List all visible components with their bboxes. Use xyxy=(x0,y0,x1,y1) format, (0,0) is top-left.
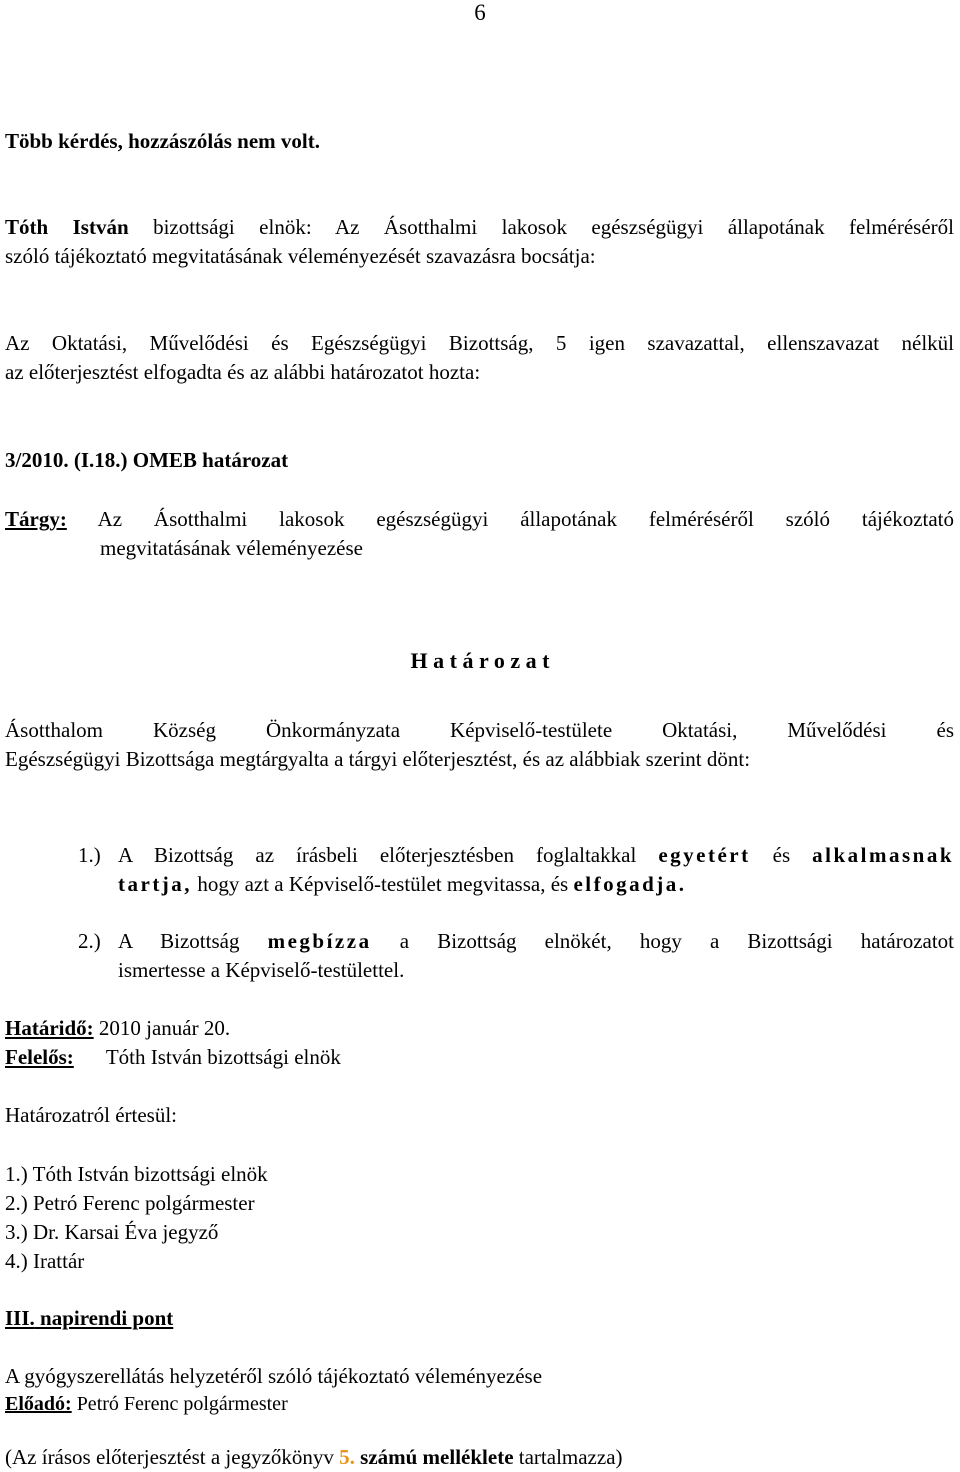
resolution-number: 3/2010. (I.18.) OMEB határozat xyxy=(5,448,289,472)
resolution-heading: H a t á r o z a t xyxy=(410,648,550,673)
item-1-agree: egyetért xyxy=(658,843,751,867)
notify-title: Határozatról értesül: xyxy=(5,1103,177,1127)
item-2-line-1 xyxy=(118,927,954,956)
list-item: 1.) Tóth István bizottsági elnök xyxy=(5,1162,268,1186)
agenda-rest: napirendi pont xyxy=(34,1306,174,1330)
item-1-text-b: és xyxy=(772,843,791,867)
chair-name: Tóth István xyxy=(5,215,129,239)
intro-paragraph xyxy=(5,716,954,774)
list-item: 3.) Dr. Karsai Éva jegyző xyxy=(5,1220,219,1244)
list-item: 4.) Irattár xyxy=(5,1249,85,1273)
deadline-value: 2010 január 20. xyxy=(98,1016,231,1040)
item-2-number: 2.) xyxy=(78,929,101,953)
item-1-holds: tartja, xyxy=(118,872,193,896)
chair-line-2: szóló tájékoztató megvitatásának véleményezését szavazásra bocsátja: xyxy=(5,244,596,268)
subject-line-2: megvitatásának véleményezése xyxy=(100,536,363,560)
subject-block xyxy=(5,505,954,563)
item-2-text-b: a Bizottság elnökét, hogy a Bizottsági határozatot xyxy=(399,929,955,953)
agenda-roman: III. xyxy=(5,1306,35,1330)
item-1-text-a: A Bizottság az írásbeli előterjesztésben foglaltakkal xyxy=(118,843,637,867)
attachment-text-b: számú melléklete xyxy=(354,1445,514,1469)
intro-line-1: Ásotthalom Község Önkormányzata Képviselő-testülete Oktatási, Művelődési és xyxy=(5,718,954,742)
item-2-text-a: A Bizottság xyxy=(118,929,240,953)
attachment-line xyxy=(5,1443,954,1472)
subject-line-1-text: Az Ásotthalmi lakosok egészségügyi állapotának felméréséről szóló tájékoztató xyxy=(97,507,955,531)
responsible-line xyxy=(5,1043,954,1072)
chair-line-1 xyxy=(5,213,954,242)
responsible-value: Tóth István bizottsági elnök xyxy=(105,1045,341,1069)
item-2-text xyxy=(118,927,954,985)
item-1-text xyxy=(118,841,954,899)
page-number: 6 xyxy=(474,0,486,25)
vote-line-2: az előterjesztést elfogadta és az alábbi határozatot hozta: xyxy=(5,360,481,384)
subject-label: Tárgy: xyxy=(5,507,67,531)
vote-line-1: Az Oktatási, Művelődési és Egészségügyi Bizottság, 5 igen szavazattal, ellenszavazat nélkül xyxy=(5,331,954,355)
no-questions-line: Több kérdés, hozzászólás nem volt. xyxy=(5,129,320,153)
presenter-value: Petró Ferenc polgármester xyxy=(76,1393,288,1415)
list-item: 2.) Petró Ferenc polgármester xyxy=(5,1191,255,1215)
item-2-line-2: ismertesse a Képviselő-testülettel. xyxy=(118,958,405,982)
attachment-text-c: tartalmazza) xyxy=(513,1445,623,1469)
item-1-line-1 xyxy=(118,841,954,870)
notify-list xyxy=(5,1160,954,1276)
item-1-accepts: elfogadja. xyxy=(573,872,687,896)
intro-line-2: Egészségügyi Bizottsága megtárgyalta a tárgyi előterjesztést, és az alábbiak szerint dönt: xyxy=(5,747,751,771)
responsible-label: Felelős: xyxy=(5,1045,74,1069)
agenda-heading xyxy=(5,1304,954,1333)
attachment-number: 5. xyxy=(339,1445,355,1469)
chair-paragraph xyxy=(5,213,954,271)
deadline-line xyxy=(5,1014,954,1043)
presenter-label: Előadó: xyxy=(5,1393,72,1415)
vote-paragraph xyxy=(5,329,954,387)
presenter-line xyxy=(5,1390,954,1419)
subject-line-1 xyxy=(5,505,954,534)
agenda-title: A gyógyszerellátás helyzetéről szóló tájékoztató véleményezése xyxy=(5,1364,543,1388)
item-1-text-c: hogy azt a Képviselő-testület megvitassa, és xyxy=(197,872,569,896)
item-1-number: 1.) xyxy=(78,843,101,867)
item-2-entrusts: megbízza xyxy=(267,929,372,953)
chair-line-1-rest: bizottsági elnök: Az Ásotthalmi lakosok egészségügyi állapotának felméréséről xyxy=(128,215,954,239)
attachment-text-a: (Az írásos előterjesztést a jegyzőkönyv xyxy=(5,1445,340,1469)
deadline-label: Határidő: xyxy=(5,1016,94,1040)
item-1-line-2 xyxy=(118,870,954,899)
item-1-suitable: alkalmasnak xyxy=(812,843,955,867)
